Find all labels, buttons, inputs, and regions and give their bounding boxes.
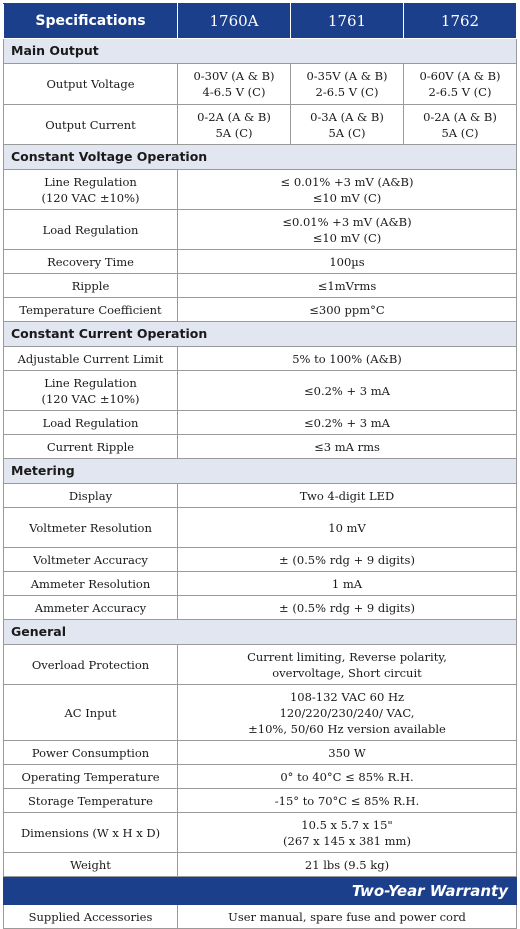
row-cv-line-regulation	[4, 170, 517, 210]
section-metering	[4, 459, 517, 484]
section-title: Metering	[4, 459, 517, 484]
spec-value: ≤0.2% + 3 mA	[178, 411, 517, 435]
row-output-voltage	[4, 64, 517, 105]
section-title: Constant Current Operation	[4, 322, 517, 347]
spec-label: Load Regulation	[4, 210, 178, 250]
spec-label: Output Voltage	[4, 64, 178, 105]
row-ammeter-resolution	[4, 572, 517, 596]
row-output-current	[4, 105, 517, 145]
spec-label: Load Regulation	[4, 411, 178, 435]
spec-value: Current limiting, Reverse polarity, overvoltage, Short circuit	[178, 645, 517, 685]
spec-label: Supplied Accessories	[4, 905, 178, 929]
row-overload-protection	[4, 645, 517, 685]
spec-value: 100µs	[178, 250, 517, 274]
spec-value-1760a: 0-30V (A & B) 4-6.5 V (C)	[178, 64, 291, 105]
spec-value: ≤300 ppm°C	[178, 298, 517, 322]
row-recovery-time	[4, 250, 517, 274]
row-cc-line-regulation	[4, 371, 517, 411]
row-storage-temperature	[4, 789, 517, 813]
spec-label: Output Current	[4, 105, 178, 145]
spec-label: Display	[4, 484, 178, 508]
warranty-banner	[4, 877, 517, 905]
section-title: Constant Voltage Operation	[4, 145, 517, 170]
spec-label: Dimensions (W x H x D)	[4, 813, 178, 853]
row-cc-load-regulation	[4, 411, 517, 435]
section-title: Main Output	[4, 39, 517, 64]
spec-label: Power Consumption	[4, 741, 178, 765]
spec-value-1761: 0-35V (A & B) 2-6.5 V (C)	[291, 64, 404, 105]
spec-value: User manual, spare fuse and power cord	[178, 905, 517, 929]
header-model-1761: 1761	[291, 4, 404, 39]
warranty-text: Two-Year Warranty	[4, 877, 517, 905]
header-model-1760a: 1760A	[178, 4, 291, 39]
header-model-1762: 1762	[404, 4, 517, 39]
spec-value: 21 lbs (9.5 kg)	[178, 853, 517, 877]
spec-value: ≤ 0.01% +3 mV (A&B) ≤10 mV (C)	[178, 170, 517, 210]
spec-value: ≤1mVrms	[178, 274, 517, 298]
spec-value: 10.5 x 5.7 x 15" (267 x 145 x 381 mm)	[178, 813, 517, 853]
row-voltmeter-accuracy	[4, 548, 517, 572]
row-weight	[4, 853, 517, 877]
section-constant-current	[4, 322, 517, 347]
section-general	[4, 620, 517, 645]
spec-label: Storage Temperature	[4, 789, 178, 813]
spec-value-1760a: 0-2A (A & B) 5A (C)	[178, 105, 291, 145]
section-main-output	[4, 39, 517, 64]
row-supplied-accessories	[4, 905, 517, 929]
spec-value: 10 mV	[178, 508, 517, 548]
spec-label: AC Input	[4, 685, 178, 741]
row-dimensions	[4, 813, 517, 853]
spec-label: Current Ripple	[4, 435, 178, 459]
row-voltmeter-resolution	[4, 508, 517, 548]
row-power-consumption	[4, 741, 517, 765]
row-temperature-coefficient	[4, 298, 517, 322]
row-ripple	[4, 274, 517, 298]
spec-label: Ammeter Resolution	[4, 572, 178, 596]
spec-value: ≤3 mA rms	[178, 435, 517, 459]
spec-label: Ripple	[4, 274, 178, 298]
spec-value: ± (0.5% rdg + 9 digits)	[178, 596, 517, 620]
spec-label: Overload Protection	[4, 645, 178, 685]
header-row	[4, 4, 517, 39]
header-specifications: Specifications	[4, 4, 178, 39]
spec-label: Weight	[4, 853, 178, 877]
row-operating-temperature	[4, 765, 517, 789]
spec-label: Temperature Coefficient	[4, 298, 178, 322]
spec-value: 0° to 40°C ≤ 85% R.H.	[178, 765, 517, 789]
spec-label: Adjustable Current Limit	[4, 347, 178, 371]
spec-value: 108-132 VAC 60 Hz 120/220/230/240/ VAC, ±10%, 50/60 Hz version available	[178, 685, 517, 741]
spec-label: Line Regulation (120 VAC ±10%)	[4, 170, 178, 210]
spec-value: -15° to 70°C ≤ 85% R.H.	[178, 789, 517, 813]
spec-value-1761: 0-3A (A & B) 5A (C)	[291, 105, 404, 145]
row-cv-load-regulation	[4, 210, 517, 250]
spec-value: 5% to 100% (A&B)	[178, 347, 517, 371]
spec-label: Ammeter Accuracy	[4, 596, 178, 620]
section-constant-voltage	[4, 145, 517, 170]
spec-label: Operating Temperature	[4, 765, 178, 789]
row-ammeter-accuracy	[4, 596, 517, 620]
spec-value: Two 4-digit LED	[178, 484, 517, 508]
specifications-table	[3, 3, 517, 929]
row-ac-input	[4, 685, 517, 741]
spec-value: ≤0.01% +3 mV (A&B) ≤10 mV (C)	[178, 210, 517, 250]
spec-value-1762: 0-60V (A & B) 2-6.5 V (C)	[404, 64, 517, 105]
row-adjustable-current-limit	[4, 347, 517, 371]
spec-label: Line Regulation (120 VAC ±10%)	[4, 371, 178, 411]
spec-label: Voltmeter Accuracy	[4, 548, 178, 572]
spec-value-1762: 0-2A (A & B) 5A (C)	[404, 105, 517, 145]
spec-label: Recovery Time	[4, 250, 178, 274]
spec-label: Voltmeter Resolution	[4, 508, 178, 548]
row-display	[4, 484, 517, 508]
spec-value: 1 mA	[178, 572, 517, 596]
section-title: General	[4, 620, 517, 645]
spec-value: ≤0.2% + 3 mA	[178, 371, 517, 411]
spec-value: 350 W	[178, 741, 517, 765]
spec-value: ± (0.5% rdg + 9 digits)	[178, 548, 517, 572]
row-current-ripple	[4, 435, 517, 459]
